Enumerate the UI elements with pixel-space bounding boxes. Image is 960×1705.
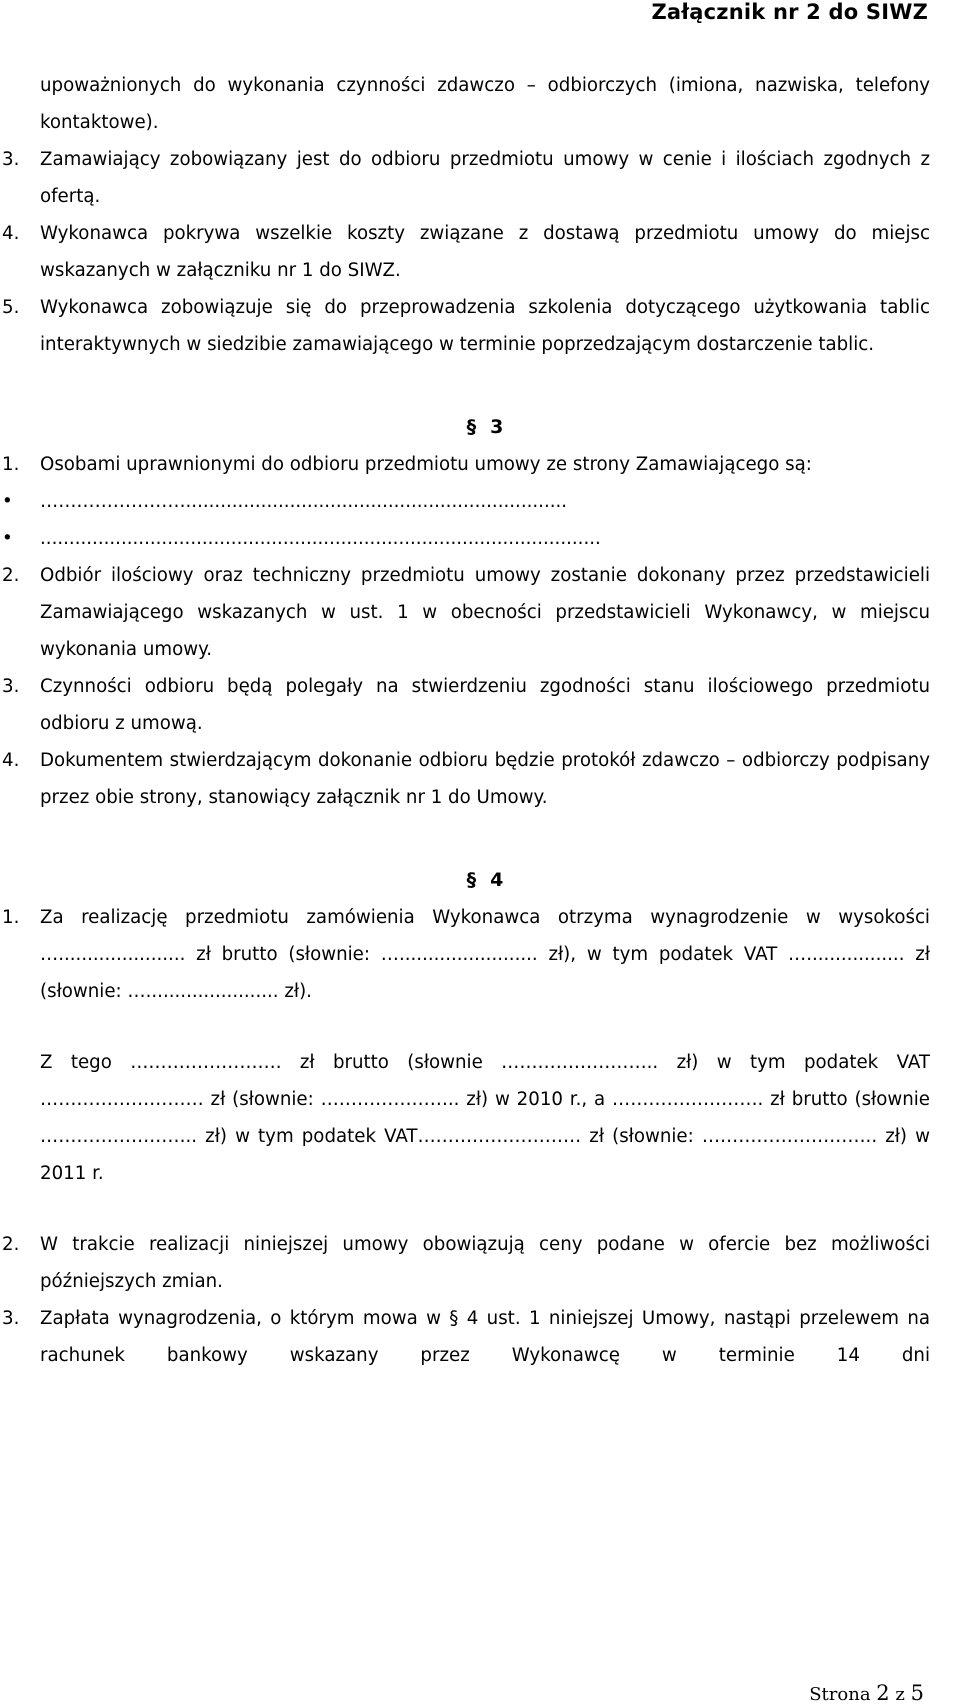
list-item — [2, 1300, 930, 1374]
item-number: 4. — [2, 223, 20, 244]
footer-current-page: 2 — [876, 1681, 890, 1705]
item-text: Zapłata wynagrodzenia, o którym mowa w § 4 ust. 1 niniejszej Umowy, nastąpi przelewem na rachunek bankowy wskazany przez Wykonawcę w terminie 14 dni — [40, 1308, 930, 1366]
bullet-text: ................................................................................................. — [40, 528, 601, 549]
item-number: 1. — [2, 454, 20, 475]
list-item — [2, 446, 930, 483]
item-text: upoważnionych do wykonania czynności zdawczo – odbiorczych (imiona, nazwiska, telefony kontaktowe). — [40, 75, 930, 133]
item-number: 2. — [2, 1234, 20, 1255]
section-number: 4 — [490, 869, 504, 891]
footer-total-pages: 5 — [910, 1681, 924, 1705]
list-item — [2, 668, 930, 742]
item-text: W trakcie realizacji niniejszej umowy obowiązują ceny podane w ofercie bez możliwości późniejszych zmian. — [40, 1234, 930, 1292]
bullet-text: …………………….................................................................. — [40, 491, 568, 512]
item-text: Odbiór ilościowy oraz techniczny przedmiotu umowy zostanie dokonany przez przedstawicieli Zamawiającego wskazanych w ust. 1 w obecności przedstawicieli Wykonawcy, w miejscu wykonania umowy. — [40, 565, 930, 660]
item-text: Wykonawca zobowiązuje się do przeprowadzenia szkolenia dotyczącego użytkowania tablic interaktywnych w siedzibie zamawiającego w terminie poprzedzającym dostarczenie tablic. — [40, 297, 930, 355]
item-text: Za realizację przedmiotu zamówienia Wykonawca otrzyma wynagrodzenie w wysokości …...................... zł brutto (słownie: …........................ zł), w tym podatek VAT …................. zł (słownie: …....................... zł). — [40, 907, 930, 1002]
item-text: Wykonawca pokrywa wszelkie koszty związane z dostawą przedmiotu umowy do miejsc wskazanych w załączniku nr 1 do SIWZ. — [40, 223, 930, 281]
item-number: 3. — [2, 1308, 20, 1329]
list-item — [2, 899, 930, 1010]
section-number: 3 — [490, 416, 504, 438]
item-text: Dokumentem stwierdzającym dokonanie odbioru będzie protokół zdawczo – odbiorczy podpisany przez obie strony, stanowiący załącznik nr 1 do Umowy. — [40, 750, 930, 808]
paragraph-symbol: § — [466, 416, 477, 438]
footer-label: Strona — [809, 1684, 871, 1705]
list-item — [2, 141, 930, 215]
list-item — [40, 67, 930, 141]
item-text: Zamawiający zobowiązany jest do odbioru przedmiotu umowy w cenie i ilościach zgodnych z ofertą. — [40, 149, 930, 207]
page-footer — [809, 1681, 924, 1705]
section-heading-4 — [0, 862, 960, 899]
bullet-item — [2, 483, 930, 520]
paragraph-symbol: § — [466, 869, 477, 891]
list-item — [2, 289, 930, 363]
section-heading-3 — [0, 409, 960, 446]
bullet-item — [2, 520, 930, 557]
list-item — [2, 1226, 930, 1300]
bullet-icon: • — [2, 528, 13, 549]
page-header-title: Załącznik nr 2 do SIWZ — [651, 0, 928, 24]
list-item — [2, 742, 930, 816]
item-text: Czynności odbioru będą polegały na stwierdzeniu zgodności stanu ilościowego przedmiotu odbioru z umową. — [40, 676, 930, 734]
list-item — [2, 557, 930, 668]
bullet-icon: • — [2, 491, 13, 512]
item-number: 4. — [2, 750, 20, 771]
item-number: 2. — [2, 565, 20, 586]
item-text: Osobami uprawnionymi do odbioru przedmiotu umowy ze strony Zamawiającego są: — [40, 454, 812, 475]
item-number: 5. — [2, 297, 20, 318]
document-body — [0, 67, 960, 1374]
item-number: 3. — [2, 676, 20, 697]
footer-of: z — [895, 1684, 905, 1705]
item-number: 1. — [2, 907, 20, 928]
payment-schedule-paragraph: Z tego ……………………. zł brutto (słownie …………………….. zł) w tym podatek VAT ……………………… zł (słownie: ………………….. zł) w 2010 r., a ……………………. zł brutto (słownie …………………….. zł) w tym podatek VAT……………………… zł (słownie: ……………………….. zł) w 2011 r. — [40, 1052, 930, 1184]
item-number: 3. — [2, 149, 20, 170]
list-item — [2, 215, 930, 289]
